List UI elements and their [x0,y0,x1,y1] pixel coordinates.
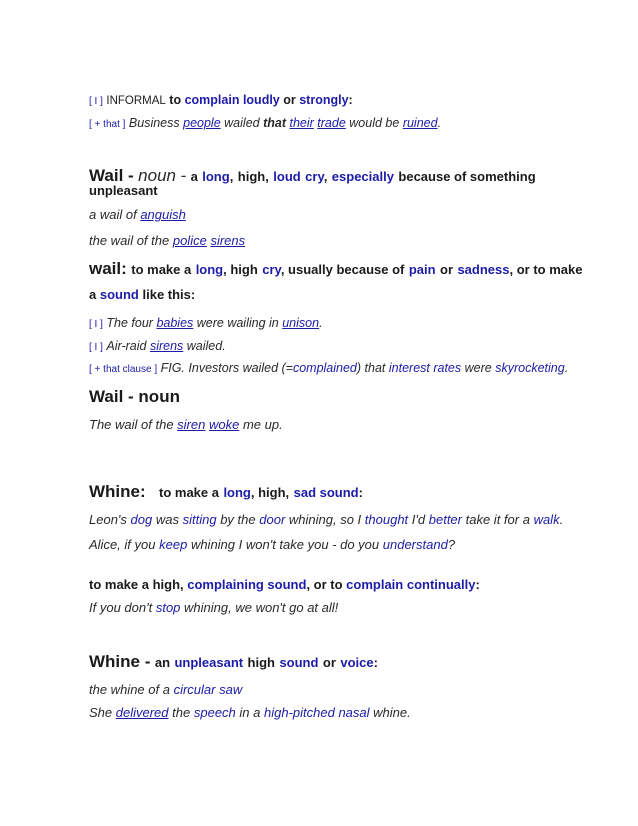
link-word[interactable]: unison [282,316,320,330]
definition-continued: a sound like this: [89,287,196,302]
grammar-tag: [ I ] [89,96,103,107]
grammar-tag: [ + that ] [89,119,126,130]
link-word[interactable]: high-pitched nasal [264,705,370,720]
link-word[interactable]: cry [305,169,324,184]
link-word[interactable]: strongly [299,93,349,107]
link-word[interactable]: babies [156,316,194,330]
link-word[interactable]: complain continually [346,577,476,592]
link-word[interactable]: delivered [115,705,169,720]
example-line: [ I ] The four babies were wailing in unison. [89,316,323,330]
entry-heading: Wail - noun - a long, high, loud cry, especially because of something [89,166,536,185]
part-of-speech: noun [138,166,176,185]
link-word[interactable]: anguish [140,207,186,222]
link-word[interactable]: people [183,116,221,130]
link-word[interactable]: complain [184,93,240,107]
link-word[interactable]: sound [279,655,319,670]
link-word[interactable]: circular saw [173,682,243,697]
link-word[interactable]: keep [159,537,188,552]
link-word[interactable]: sirens [210,233,246,248]
example-line: Leon's dog was sitting by the door whining, so I thought I'd better take it for a walk. [89,512,564,527]
grammar-tag: [ + that clause ] [89,364,158,375]
link-word[interactable]: siren [177,417,206,432]
definition-continued: unpleasant [89,183,158,198]
link-word[interactable]: unpleasant [174,655,244,670]
entry-heading: Wail - noun [89,387,180,406]
definition-line: to make a high, complaining sound, or to complain continually: [89,577,480,592]
grammar-tag: [ I ] [89,319,103,330]
link-word[interactable]: woke [208,417,240,432]
link-word[interactable]: sad sound [293,485,359,500]
link-word[interactable]: long [223,485,251,500]
link-word[interactable]: walk [533,512,560,527]
example-line: The wail of the siren woke me up. [89,417,283,432]
link-word[interactable]: complaining sound [187,577,307,592]
example-line: the whine of a circular saw [89,682,243,697]
link-word[interactable]: trade [317,116,346,130]
link-word[interactable]: dog [130,512,153,527]
entry-heading: Whine - an unpleasant high sound or voice: [89,652,378,671]
link-word[interactable]: long [202,169,230,184]
example-line: [ + that ] Business people wailed that their trade would be ruined. [89,116,442,130]
example-line: the wail of the police sirens [89,233,246,248]
entry-heading: Whine: to make a long, high, sad sound: [89,482,363,501]
example-line: She delivered the speech in a high-pitched nasal whine. [89,705,411,720]
link-word[interactable]: understand [382,537,448,552]
link-word[interactable]: voice [340,655,374,670]
link-word[interactable]: speech [193,705,236,720]
link-word[interactable]: sadness [457,262,510,277]
link-word[interactable]: loud [273,169,301,184]
example-line: [ I ] Air-raid sirens wailed. [89,339,226,353]
link-word[interactable]: stop [155,600,181,615]
definition-line: [ I ] INFORMAL to complain loudly or strongly: [89,93,353,107]
link-word[interactable]: especially [331,169,394,184]
example-line: [ + that clause ] FIG. Investors wailed (=complained) that interest rates were skyrocketing. [89,361,569,375]
link-word[interactable]: sitting [182,512,217,527]
example-line: Alice, if you keep whining I won't take you - do you understand? [89,537,456,552]
link-word[interactable]: police [172,233,207,248]
link-word[interactable]: thought [364,512,409,527]
link-word[interactable]: pain [408,262,436,277]
link-word[interactable]: sirens [149,339,184,353]
link-word[interactable]: loudly [242,93,280,107]
example-line: a wail of anguish [89,207,186,222]
link-word[interactable]: door [259,512,286,527]
link-word[interactable]: complained [292,361,357,375]
example-line: If you don't stop whining, we won't go at all! [89,600,339,615]
link-word[interactable]: ruined [402,116,438,130]
link-word[interactable]: better [428,512,462,527]
link-word[interactable]: cry [262,262,281,277]
link-word[interactable]: long [195,262,224,277]
entry-heading: wail: to make a long, high cry, usually because of pain or sadness, or to make [89,259,583,278]
link-word[interactable]: sound [99,287,139,302]
register-label: INFORMAL [106,95,166,107]
link-word[interactable]: their [289,116,314,130]
grammar-tag: [ I ] [89,342,103,353]
link-word[interactable]: skyrocketing [495,361,565,375]
link-word[interactable]: interest rates [388,361,462,375]
